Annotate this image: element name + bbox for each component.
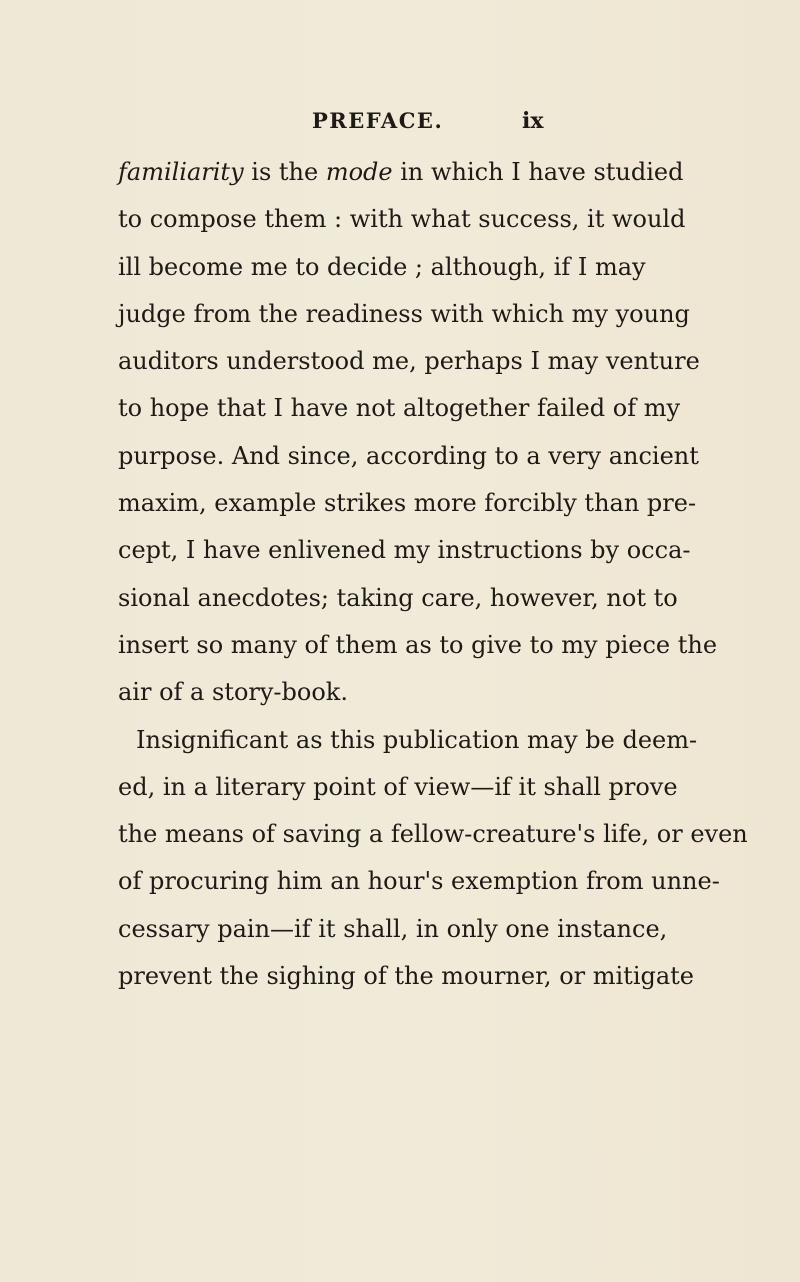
text-line: cessary pain—if it shall, in only one instance, xyxy=(118,914,668,943)
text-line: of procuring him an hour's exemption from unne- xyxy=(118,867,720,896)
text-line: air of a story-book. xyxy=(118,678,348,707)
text-line: the means of saving a fellow-creature's life, or even xyxy=(118,820,748,849)
italic-word: mode xyxy=(325,158,393,186)
text-line: to compose them : with what success, it would xyxy=(118,205,686,234)
text-line: sional anecdotes; taking care, however, not to xyxy=(118,583,678,612)
text-run: in which I have studied xyxy=(392,158,684,186)
text-line: judge from the readiness with which my young xyxy=(118,299,690,328)
text-line: auditors understood me, perhaps I may venture xyxy=(118,347,700,376)
body-text xyxy=(118,149,748,1000)
text-line: ill become me to decide ; although, if I may xyxy=(118,252,646,281)
text-line: to hope that I have not altogether failed of my xyxy=(118,394,681,423)
running-head-container xyxy=(312,108,442,138)
text-line: maxim, example strikes more forcibly than pre- xyxy=(118,489,697,518)
text-run: is the xyxy=(243,158,326,186)
text-line: purpose. And since, according to a very ancient xyxy=(118,441,699,470)
italic-word: familiarity xyxy=(118,158,244,186)
paragraph-start-line: Insignificant as this publication may be deem- xyxy=(136,725,698,754)
text-line: cept, I have enlivened my instructions by occa- xyxy=(118,536,691,565)
text-line: insert so many of them as to give to my piece the xyxy=(118,630,718,659)
page-number: ix xyxy=(522,108,544,134)
running-head: PREFACE. xyxy=(312,108,444,133)
text-line-1 xyxy=(118,149,684,196)
text-line: ed, in a literary point of view—if it shall prove xyxy=(118,772,678,801)
text-line: prevent the sighing of the mourner, or mitigate xyxy=(118,962,695,991)
